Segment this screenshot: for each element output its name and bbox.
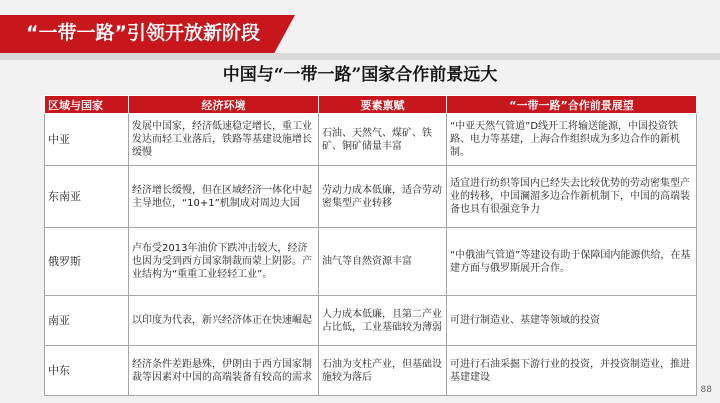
region-cell: 南亚 bbox=[45, 296, 129, 346]
table-row bbox=[45, 228, 697, 296]
factors-cell: 油气等自然资源丰富 bbox=[319, 228, 447, 296]
slide-title: 中国与“一带一路”国家合作前景远大 bbox=[222, 65, 498, 85]
economy-cell: 经济条件差距悬殊，伊朗由于西方国家制裁等因素对中国的高端装备有较高的需求 bbox=[129, 346, 319, 396]
outlook-cell: “中俄油气管道”等建设有助于保障国内能源供给，在基建方面与俄罗斯展开合作。 bbox=[447, 228, 697, 296]
outlook-cell: 可进行制造业、基建等领域的投资 bbox=[447, 296, 697, 346]
factors-cell: 人力成本低廉，且第二产业占比低，工业基础较为薄弱 bbox=[319, 296, 447, 346]
factors-cell: 劳动力成本低廉，适合劳动 密集型产业转移 bbox=[319, 166, 447, 228]
cooperation-table bbox=[44, 95, 697, 396]
economy-cell: 经济增长缓慢，但在区域经济一体化中起主导地位，“10+1”机制成对周边大国 bbox=[129, 166, 319, 228]
outlook-cell: 可进行石油采掘下游行业的投资，并投资制造业，推进基建建设 bbox=[447, 346, 697, 396]
outlook-cell: “中亚天然气管道”D线开工将输送能源，中国投资铁路、电力等基建，上海合作组织成为多边合作的新机制。 bbox=[447, 114, 697, 166]
region-cell: 俄罗斯 bbox=[45, 228, 129, 296]
header-divider bbox=[0, 53, 720, 60]
region-cell: 东南亚 bbox=[45, 166, 129, 228]
table-row bbox=[45, 296, 697, 346]
column-header-region: 区域与国家 bbox=[45, 96, 129, 114]
region-cell: 中东 bbox=[45, 346, 129, 396]
factors-cell: 石油、天然气、煤矿、铁矿、铜矿储量丰富 bbox=[319, 114, 447, 166]
column-header-factors: 要素禀赋 bbox=[319, 96, 447, 114]
economy-cell: 发展中国家，经济低速稳定增长，重工业发达而轻工业落后，铁路等基建设施增长缓慢 bbox=[129, 114, 319, 166]
factors-cell: 石油为支柱产业，但基础设施较为落后 bbox=[319, 346, 447, 396]
table-row bbox=[45, 114, 697, 166]
column-header-economy: 经济环境 bbox=[129, 96, 319, 114]
economy-cell: 卢布受2013年油价下跌冲击较大，经济也因为受到西方国家制裁而蒙上阴影。产业结构为“重重工业轻轻工业”。 bbox=[129, 228, 319, 296]
economy-cell: 以印度为代表，新兴经济体正在快速崛起 bbox=[129, 296, 319, 346]
column-header-outlook: “一带一路”合作前景展望 bbox=[447, 96, 697, 114]
header-title: “一带一路”引领开放新阶段 bbox=[26, 22, 260, 44]
region-cell: 中亚 bbox=[45, 114, 129, 166]
table-row bbox=[45, 346, 697, 396]
table-row bbox=[45, 166, 697, 228]
page-number: 88 bbox=[700, 385, 712, 395]
table-header-row bbox=[45, 96, 697, 114]
outlook-cell: 适宜进行纺织等国内已经失去比较优势的劳动密集型产业的转移，中国澜湄多边合作新机制下，中国的高端装备也具有很强竞争力 bbox=[447, 166, 697, 228]
